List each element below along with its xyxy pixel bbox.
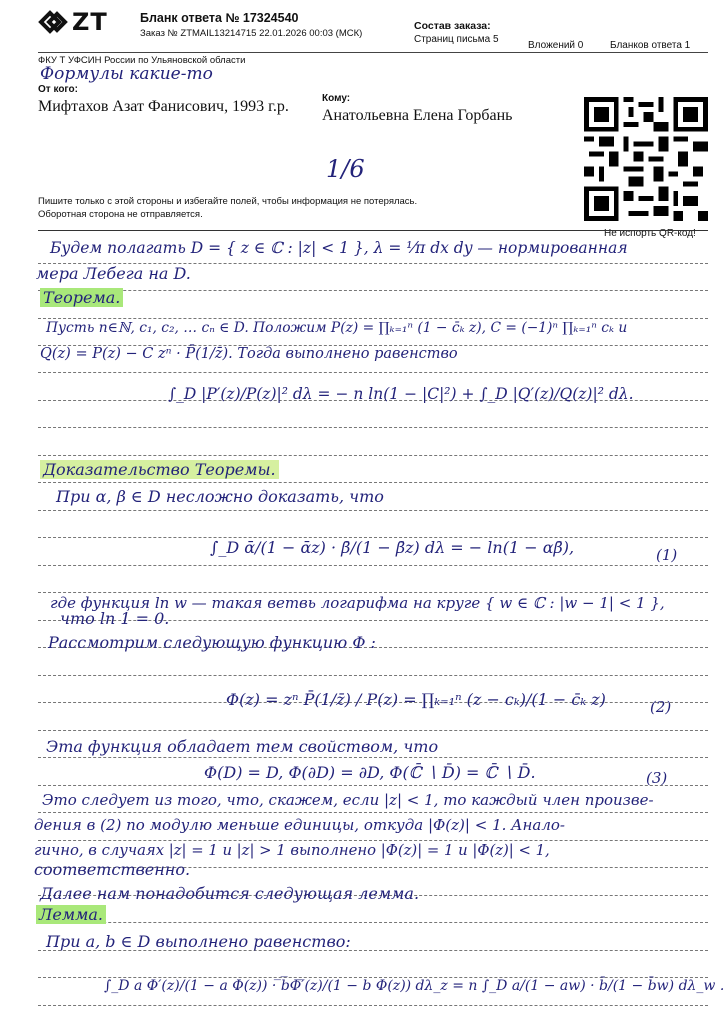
text-line: Эта функция обладает тем свойством, что xyxy=(46,737,439,756)
ruled-line xyxy=(38,730,708,731)
order-attachments: Вложений 0 xyxy=(528,40,584,51)
equation-number-1: (1) xyxy=(656,546,678,564)
formula-lemma: ∫_D a Φ′(z)/(1 − a Φ(z)) · ̅b̅Φ̅′̅(z)/(1 − b Φ(z)) dλ_z = n ∫_D a/(1 − aw) · b̄/(1 − b̄w) dλ_w . xyxy=(104,978,724,994)
blank-subtitle: Заказ № ZTMAIL13214715 22.01.2026 00:03 (МСК) xyxy=(140,28,363,39)
ruled-line xyxy=(38,482,708,483)
writing-area-top-border xyxy=(38,230,708,231)
to-name: Анатольевна Елена Горбань xyxy=(322,107,513,124)
text-line: Будем полагать D = { z ∈ ℂ : |z| < 1 }, λ = ¹⁄π dx dy — нормированная xyxy=(50,239,628,257)
text-line: При α, β ∈ D несложно доказать, что xyxy=(56,487,384,506)
order-title: Состав заказа: xyxy=(414,20,491,32)
equation-number-2: (2) xyxy=(650,698,672,716)
theorem-heading xyxy=(40,288,123,308)
header-divider xyxy=(38,52,708,53)
text-line: Пусть n∈ℕ, c₁, c₂, … cₙ ∈ D. Положим P(z) = ∏ₖ₌₁ⁿ (1 − c̄ₖ z), C = (−1)ⁿ ∏ₖ₌₁ⁿ cₖ и xyxy=(46,320,628,336)
lemma-label: Лемма. xyxy=(36,905,106,924)
order-forms: Бланков ответа 1 xyxy=(610,40,691,51)
zt-logo xyxy=(38,8,128,36)
ruled-line xyxy=(38,427,708,428)
text-line: мера Лебега на D. xyxy=(36,264,191,283)
qr-code-icon xyxy=(584,97,708,221)
equation-number-3: (3) xyxy=(646,769,668,787)
text-line: что ln 1 = 0. xyxy=(60,609,170,628)
from-label: От кого: xyxy=(38,84,78,95)
ruled-line xyxy=(38,290,708,291)
instructions-line-2: Оборотная сторона не отправляется. xyxy=(38,209,203,220)
text-line: Далее нам понадобится следующая лемма. xyxy=(40,884,420,903)
ruled-line xyxy=(38,565,708,566)
instructions-line-1: Пишите только с этой стороны и избегайте полей, чтобы информация не потерялась. xyxy=(38,196,418,207)
theorem-label: Теорема. xyxy=(40,288,123,307)
ruled-line xyxy=(38,510,708,511)
organization: ФКУ Т УФСИН России по Ульяновской области xyxy=(38,55,246,66)
instructions xyxy=(38,195,458,221)
formula-3: Φ(D) = D, Φ(∂D) = ∂D, Φ(ℂ̄ ∖ D̄) = ℂ̄ ∖ D̄. xyxy=(204,763,536,782)
ruled-line xyxy=(38,1005,708,1006)
lemma-heading xyxy=(36,905,106,925)
proof-label: Доказательство Теоремы. xyxy=(40,460,279,479)
from-name: Мифтахов Азат Фанисович, 1993 г.р. xyxy=(38,98,289,115)
formula-2: Φ(z) = zⁿ P̄(1/z̄) / P(z) = ∏ₖ₌₁ⁿ (z − cₖ)/(1 − c̄ₖ z) xyxy=(226,690,606,709)
text-line: Q(z) = P(z) − C zⁿ · P̄(1/z̄). Тогда выполнено равенство xyxy=(40,346,458,362)
formula-main: ∫_D |P′(z)/P(z)|² dλ = − n ln(1 − |C|²) + ∫_D |Q′(z)/Q(z)|² dλ. xyxy=(168,385,634,403)
ruled-line xyxy=(38,372,708,373)
ruled-line xyxy=(38,922,708,923)
proof-heading xyxy=(40,460,279,480)
ruled-line xyxy=(38,785,708,786)
text-line: При a, b ∈ D выполнено равенство: xyxy=(46,932,351,951)
ruled-line xyxy=(38,757,708,758)
blank-title: Бланк ответа № 17324540 xyxy=(140,11,299,25)
text-line: Это следует из того, что, скажем, если |z| < 1, то каждый член произве- xyxy=(42,791,654,809)
text-line: гично, в случаях |z| = 1 и |z| > 1 выполнено |Φ(z)| = 1 и |Φ(z)| < 1, xyxy=(34,842,550,859)
letter-subject: Формулы какие-то xyxy=(40,64,213,84)
formula-1: ∫_D ᾱ/(1 − ᾱz) · β̄/(1 − β̄z) dλ = − ln(1 − αβ̄), xyxy=(210,538,575,557)
text-line: соответственно. xyxy=(34,860,191,879)
zt-logo-icon xyxy=(38,10,68,34)
to-label: Кому: xyxy=(322,93,351,104)
text-line: дения в (2) по модулю меньше единицы, откуда |Φ(z)| < 1. Анало- xyxy=(34,816,565,834)
ruled-line xyxy=(38,455,708,456)
logo-text: ZT xyxy=(72,8,108,36)
ruled-line xyxy=(38,675,708,676)
text-line: где функция ln w — такая ветвь логарифма на круге { w ∈ ℂ : |w − 1| < 1 }, xyxy=(50,594,665,612)
ruled-line xyxy=(38,812,708,813)
text-line: Рассмотрим следующую функцию Φ : xyxy=(48,633,376,652)
page-number: 1/6 xyxy=(326,155,365,183)
qr-note: Не испорть QR-код! xyxy=(604,228,696,239)
order-pages: Страниц письма 5 xyxy=(414,34,499,45)
